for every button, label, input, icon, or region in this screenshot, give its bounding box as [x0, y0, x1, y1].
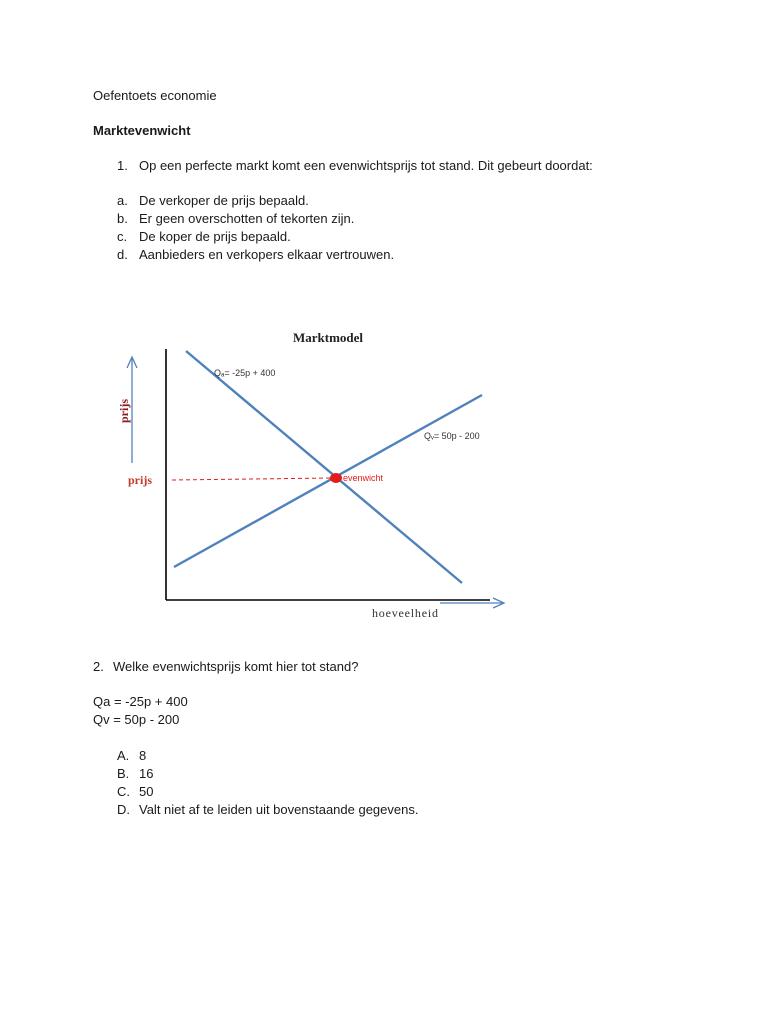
market-model-diagram — [110, 325, 530, 625]
q1-option-a: De verkoper de prijs bepaald. — [139, 193, 309, 208]
q1-option-c-marker: c. — [117, 229, 128, 244]
supply-equation-label: Qᵥ= 50p - 200 — [424, 431, 480, 441]
q1-option-c: De koper de prijs bepaald. — [139, 229, 291, 244]
q2-option-a-marker: A. — [117, 748, 130, 763]
demand-equation-label: Qₐ= -25p + 400 — [214, 368, 276, 378]
figure-title: Marktmodel — [292, 330, 364, 345]
equilibrium-label: evenwicht — [343, 473, 384, 483]
demand-equation: Qa = -25p + 400 — [93, 694, 188, 709]
q1-option-d-marker: d. — [117, 247, 128, 262]
price-marker-label: prijs — [128, 473, 152, 487]
q2-option-a: 8 — [139, 748, 147, 763]
q2-option-b-marker: B. — [117, 766, 130, 781]
q2-option-d: Valt niet af te leiden uit bovenstaande gegevens. — [139, 802, 419, 817]
question-2-text: Welke evenwichtsprijs komt hier tot stand? — [113, 659, 359, 674]
market-model-figure — [110, 325, 530, 625]
q2-option-d-marker: D. — [117, 802, 130, 817]
equilibrium-price-line — [172, 478, 332, 480]
y-axis-label: prijs — [117, 399, 131, 423]
q2-option-c-marker: C. — [117, 784, 130, 799]
equilibrium-point — [330, 473, 342, 483]
section-heading: Marktevenwicht — [93, 123, 191, 138]
document-title: Oefentoets economie — [93, 88, 217, 103]
q1-option-b: Er geen overschotten of tekorten zijn. — [139, 211, 355, 226]
q2-option-c: 50 — [139, 784, 154, 799]
q1-option-b-marker: b. — [117, 211, 128, 226]
supply-equation: Qv = 50p - 200 — [93, 712, 180, 727]
q1-option-d: Aanbieders en verkopers elkaar vertrouwen. — [139, 247, 395, 262]
question-1-number: 1. — [117, 158, 128, 173]
demand-line — [186, 351, 462, 583]
question-2-number: 2. — [93, 659, 104, 674]
q2-option-b: 16 — [139, 766, 154, 781]
supply-line — [174, 395, 482, 567]
question-1-text: Op een perfecte markt komt een evenwichtsprijs tot stand. Dit gebeurt doordat: — [139, 158, 593, 173]
x-axis-label: hoeveelheid — [372, 606, 439, 620]
q1-option-a-marker: a. — [117, 193, 128, 208]
